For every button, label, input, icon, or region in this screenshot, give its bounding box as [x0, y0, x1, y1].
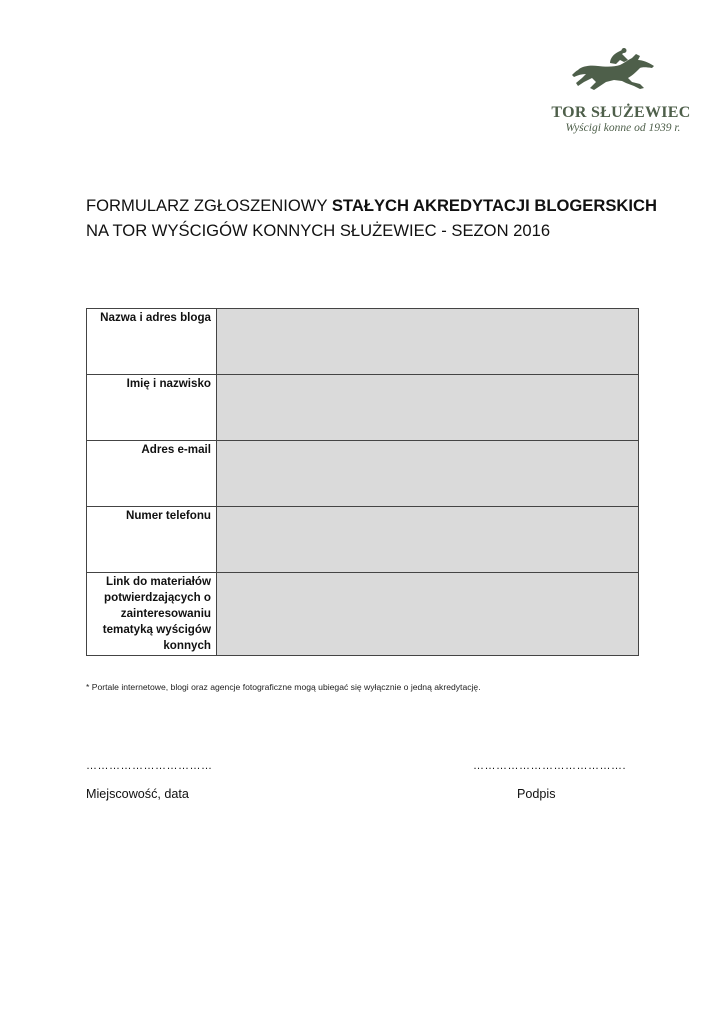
footnote: * Portale internetowe, blogi oraz agencje fotograficzne mogą ubiegać się wyłącznie o jedną akredytację.: [86, 682, 481, 692]
signature-line[interactable]: ………………………………….: [473, 760, 627, 772]
form-row-name: [87, 375, 639, 441]
title-line1-normal: FORMULARZ ZGŁOSZENIOWY: [86, 196, 332, 215]
signature-caption: Podpis: [517, 787, 556, 801]
logo-tagline: Wyścigi konne od 1939 r.: [565, 122, 681, 134]
place-date-line[interactable]: ……………………………: [86, 760, 213, 772]
label-blog: Nazwa i adres bloga: [87, 309, 217, 375]
place-date-caption: Miejscowość, data: [86, 787, 189, 801]
field-blog[interactable]: [217, 309, 639, 375]
label-phone: Numer telefonu: [87, 507, 217, 573]
field-links[interactable]: [217, 573, 639, 656]
field-email[interactable]: [217, 441, 639, 507]
field-name[interactable]: [217, 375, 639, 441]
title-line2: NA TOR WYŚCIGÓW KONNYCH SŁUŻEWIEC - SEZON 2016: [86, 221, 551, 240]
page-title: [86, 193, 686, 243]
tor-sluzewiec-logo: [548, 48, 698, 140]
label-name: Imię i nazwisko: [87, 375, 217, 441]
logo-name: TOR SŁUŻEWIEC: [551, 104, 691, 121]
racehorse-icon: [570, 48, 658, 96]
form-row-blog: [87, 309, 639, 375]
field-phone[interactable]: [217, 507, 639, 573]
form-row-phone: [87, 507, 639, 573]
application-form-table: [86, 308, 639, 656]
title-line1-bold: STAŁYCH AKREDYTACJI BLOGERSKICH: [331, 196, 657, 215]
form-row-links: [87, 573, 639, 656]
form-row-email: [87, 441, 639, 507]
label-email: Adres e-mail: [87, 441, 217, 507]
label-links: Link do materiałów potwierdzających o zainteresowaniu tematyką wyścigów konnych: [87, 573, 217, 656]
